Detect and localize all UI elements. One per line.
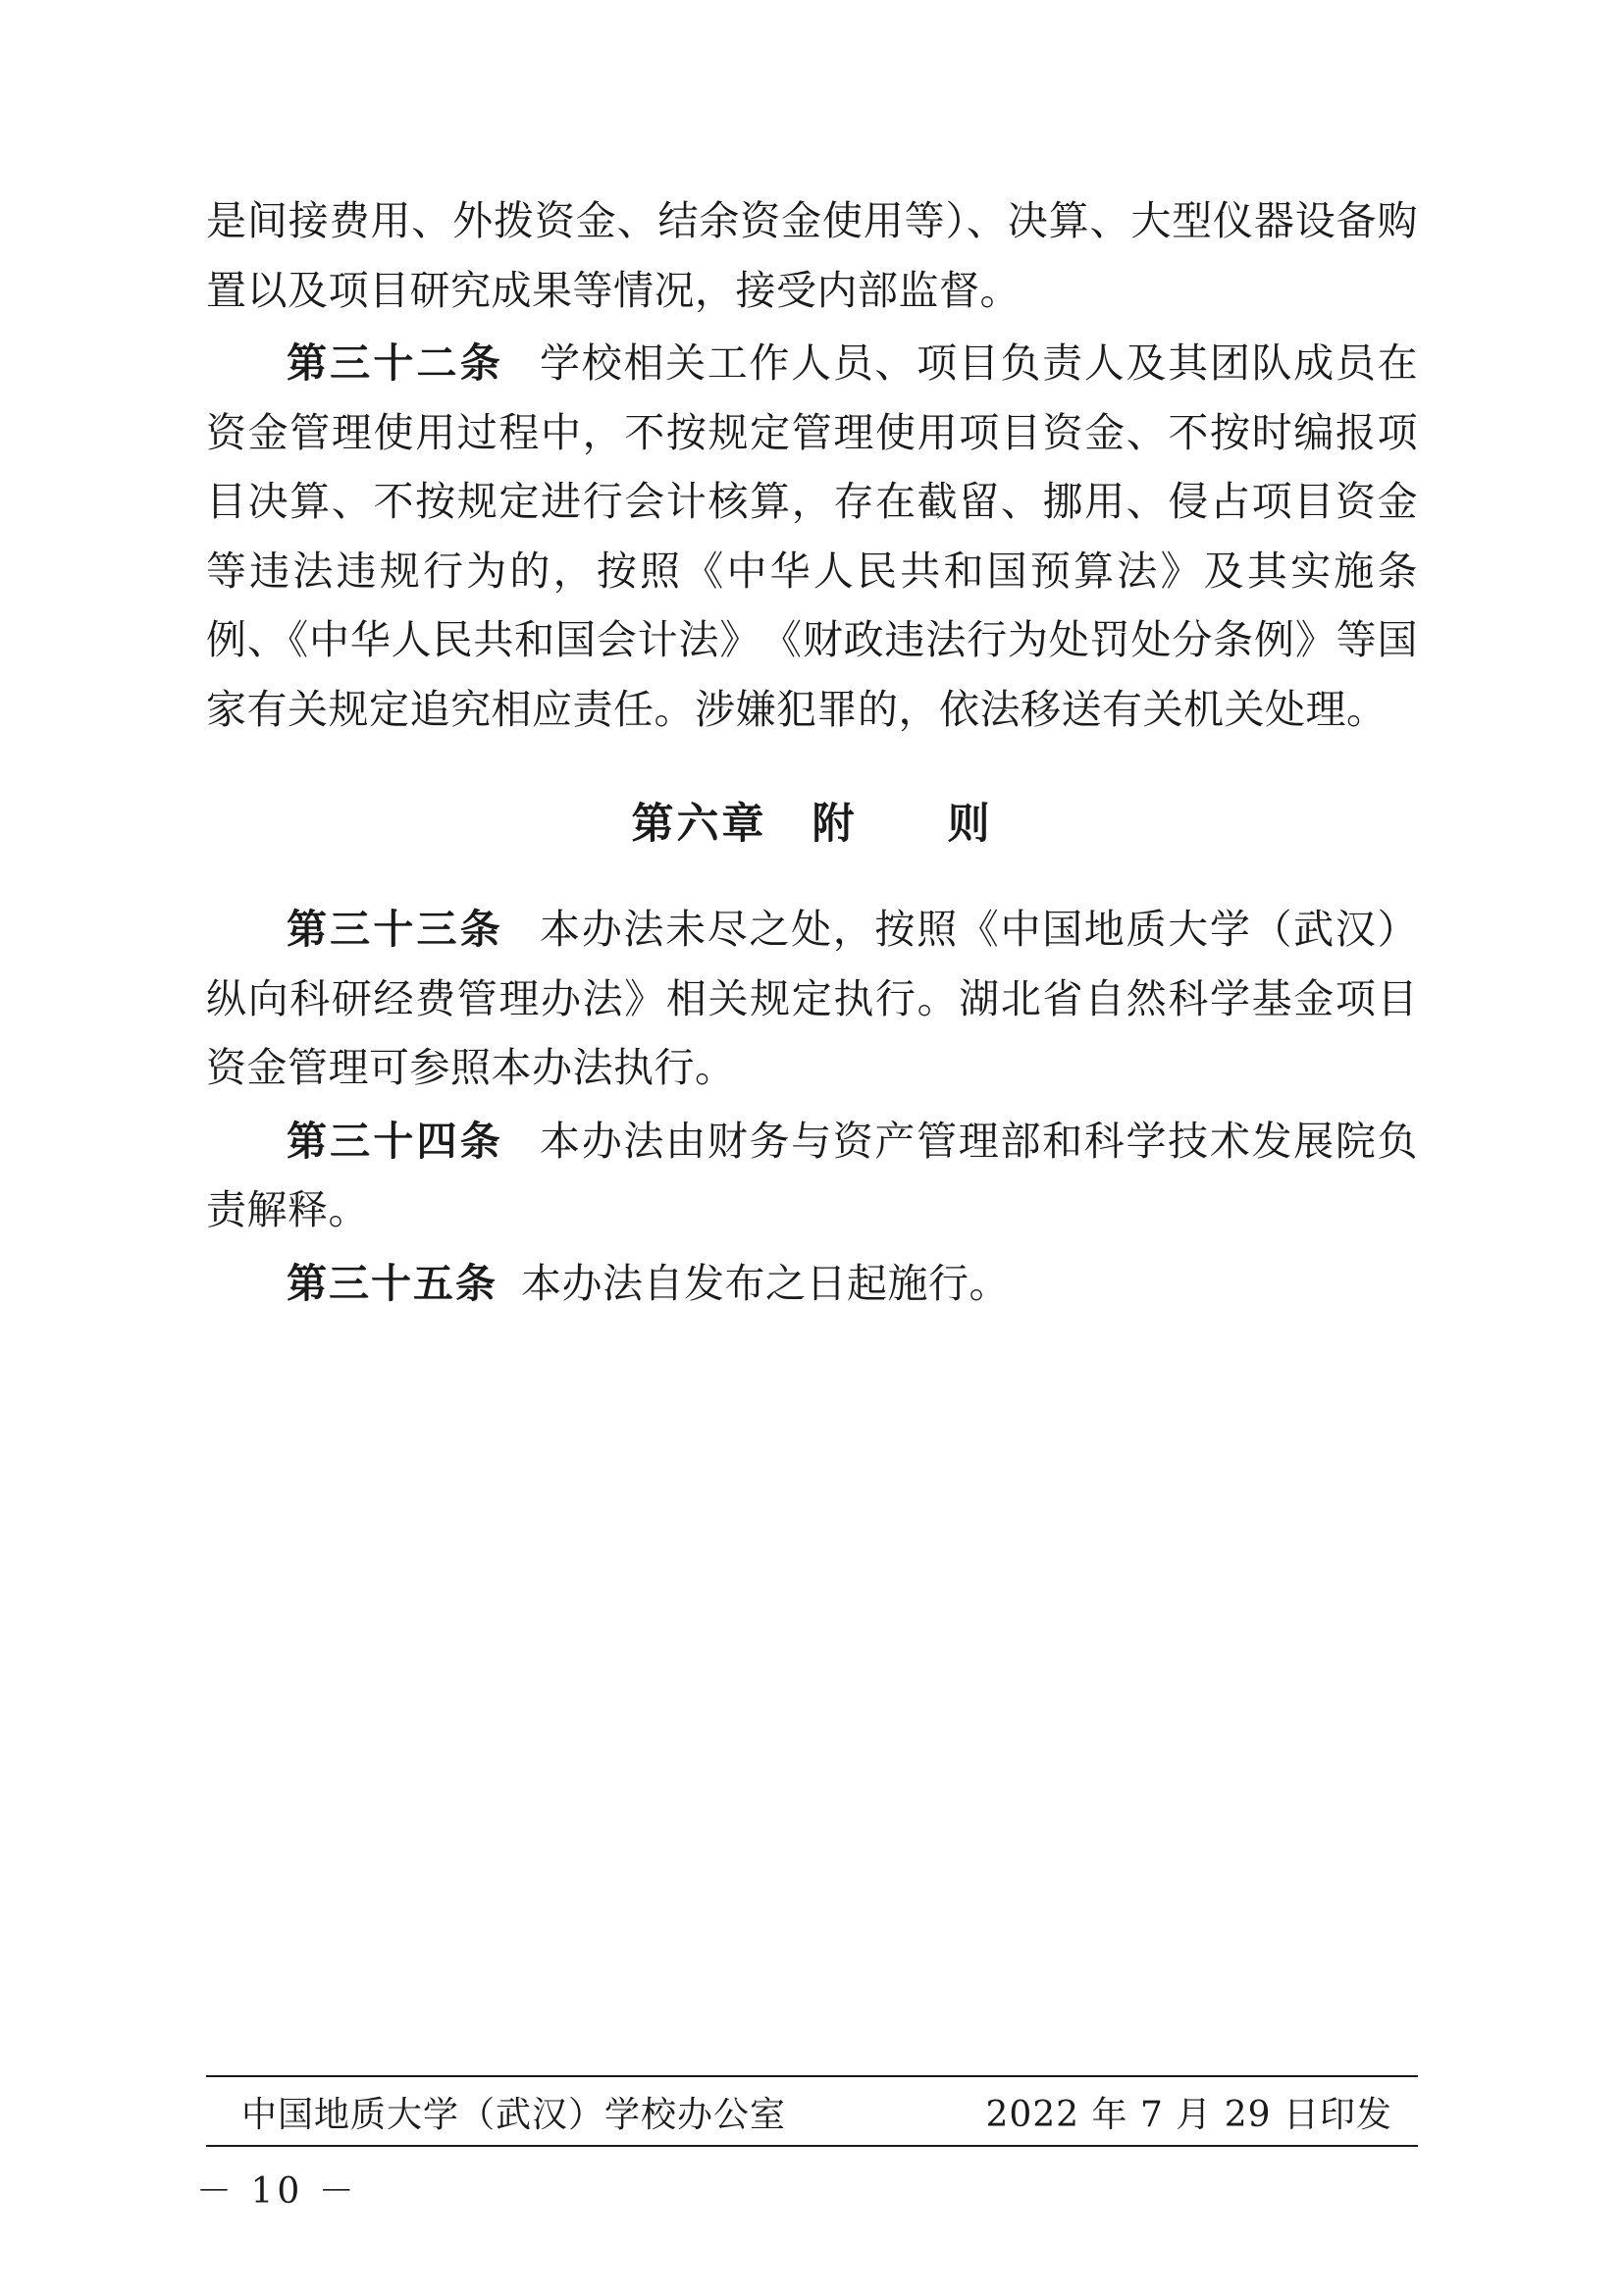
page-number: － 10 － xyxy=(196,2171,358,2212)
article-text-33: 本办法未尽之处，按照《中国地质大学（武汉）纵向科研经费管理办法》相关规定执行。湖北省自然科学基金项目资金管理可参照本办法执行。 xyxy=(206,906,1419,1092)
article-paragraph-35 xyxy=(206,1249,1418,1319)
article-number-34: 第三十四条 xyxy=(287,1117,503,1165)
footer-divider-bottom xyxy=(206,2145,1418,2147)
footer-divider-top xyxy=(206,2075,1418,2077)
article-paragraph-32 xyxy=(206,329,1418,744)
footer-issuer: 中国地质大学（武汉）学校办公室 xyxy=(241,2095,787,2135)
article-paragraph-34 xyxy=(206,1107,1418,1245)
article-number-35: 第三十五条 xyxy=(287,1259,498,1307)
article-paragraph-33 xyxy=(206,895,1418,1103)
article-text-34: 本办法由财务与资产管理部和科学技术发展院负责解释。 xyxy=(206,1117,1419,1234)
article-number-32: 第三十二条 xyxy=(287,339,503,388)
footer-date: 2022 年 7 月 29 日印发 xyxy=(985,2095,1392,2135)
document-body xyxy=(206,186,1418,1318)
continued-paragraph: 是间接费用、外拨资金、结余资金使用等）、决算、大型仪器设备购置以及项目研究成果等情况，接受内部监督。 xyxy=(206,197,1418,314)
article-number-33: 第三十三条 xyxy=(287,906,503,954)
chapter-heading: 第六章 附 则 xyxy=(631,800,993,850)
article-text-35: 本办法自发布之日起施行。 xyxy=(521,1259,1010,1307)
page-footer xyxy=(206,2075,1418,2147)
footer-row xyxy=(206,2087,1418,2137)
article-text-32: 学校相关工作人员、项目负责人及其团队成员在资金管理使用过程中，不按规定管理使用项目资金、不按时编报项目决算、不按规定进行会计核算，存在截留、挪用、侵占项目资金等违法违规行为的，按照《中华人民共和国预算法》及其实施条例、《中华人民共和国会计法》 《财政违法行为处罚处分条例》等国家有关规定追究相应责任。涉嫌犯罪的，依法移送有关机关处理。 xyxy=(206,339,1419,733)
